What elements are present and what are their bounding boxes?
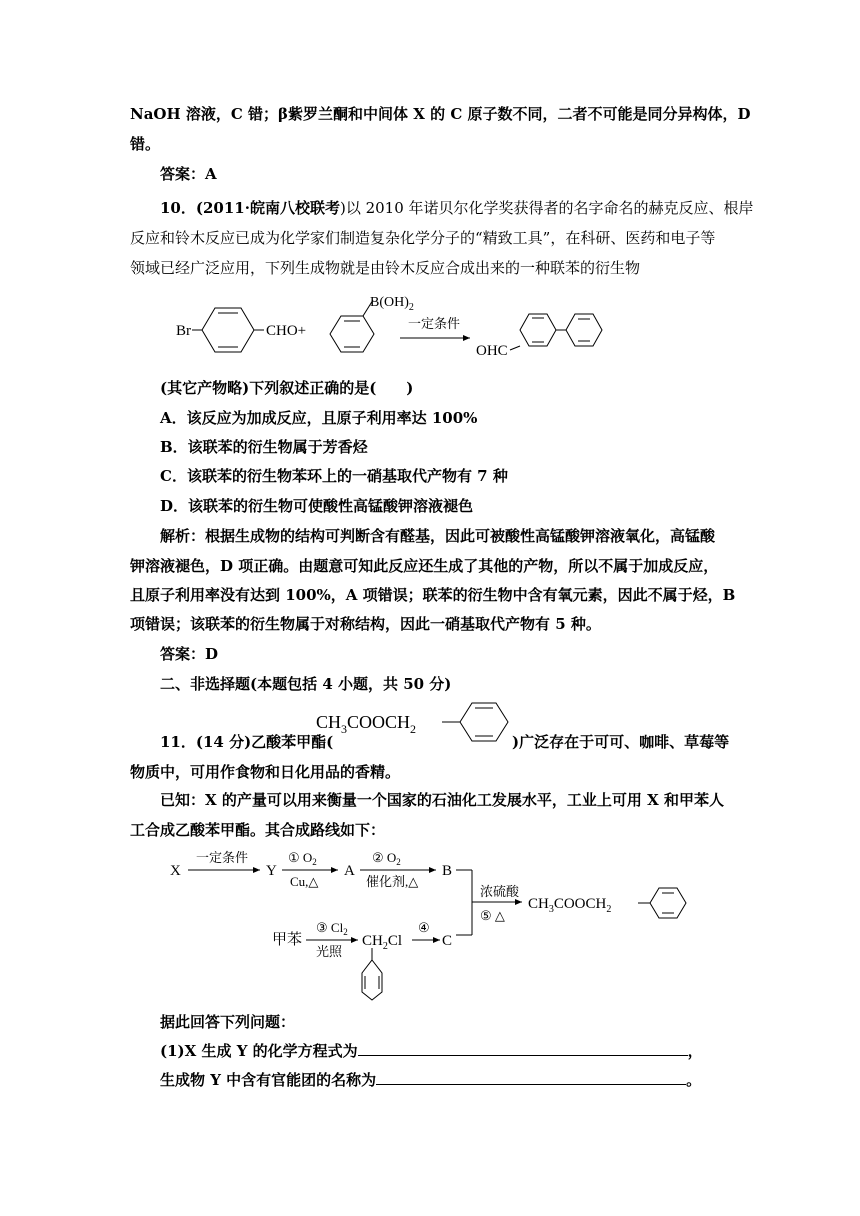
synthesis-route-scheme bbox=[160, 840, 700, 1010]
product-label: $CH_3COOCH_2$ bbox=[528, 896, 612, 915]
benzene-ring-icon bbox=[520, 314, 556, 346]
punctuation: ， bbox=[687, 1042, 703, 1060]
question-number: 10．(2011· bbox=[160, 199, 250, 217]
part-1-line bbox=[160, 1041, 703, 1061]
step3-label: ③ $Cl_2$ bbox=[316, 920, 348, 937]
question-11-stem-b: )广泛存在于可可、咖啡、草莓等 bbox=[512, 733, 730, 751]
question-10-stem bbox=[160, 198, 754, 218]
analysis-line: 解析：根据生成物的结构可判断含有醛基，因此可被酸性高锰酸钾溶液氧化，高锰酸 bbox=[160, 527, 716, 545]
section-heading: 二、非选择题(本题包括 4 小题，共 50 分) bbox=[160, 675, 452, 693]
text-line: 据此回答下列问题： bbox=[160, 1013, 296, 1031]
y-label: Y bbox=[266, 863, 277, 879]
part-2-prompt: 生成物 Y 中含有官能团的名称为 bbox=[160, 1071, 377, 1089]
question-note: (其它产物略)下列叙述正确的是( ) bbox=[160, 379, 414, 397]
part-1-prompt: (1)X 生成 Y 的化学方程式为 bbox=[160, 1042, 358, 1060]
benzene-ring-icon bbox=[460, 703, 508, 741]
step2-label: ② $O_2$ bbox=[372, 850, 401, 867]
step5-label: ⑤ △ bbox=[480, 908, 505, 923]
text-line: 物质中，可用作食物和日化用品的香精。 bbox=[130, 763, 401, 781]
option-c: C．该联苯的衍生物苯环上的一硝基取代产物有 7 种 bbox=[160, 467, 508, 485]
cho-label: CHO+ bbox=[266, 323, 307, 339]
acid-label: 浓硫酸 bbox=[480, 884, 520, 899]
text-line: 已知：X 的产量可以用来衡量一个国家的石油化工发展水平，工业上可用 X 和甲苯人 bbox=[160, 791, 724, 809]
option-d: D．该联苯的衍生物可使酸性高锰酸钾溶液褪色 bbox=[160, 497, 474, 515]
text-line: 领域已经广泛应用，下列生成物就是由铃木反应合成出来的一种联苯的衍生物 bbox=[130, 259, 641, 277]
a-label: A bbox=[344, 863, 355, 879]
option-a: A．该反应为加成反应，且原子利用率达 100% bbox=[160, 409, 478, 427]
punctuation: 。 bbox=[686, 1071, 702, 1089]
answer-blank[interactable] bbox=[358, 1041, 688, 1056]
analysis-line: 钾溶液褪色，D 项正确。由题意可知此反应还生成了其他的产物，所以不属于加成反应， bbox=[130, 557, 719, 575]
light-label: 光照 bbox=[316, 944, 343, 959]
condition-label: 一定条件 bbox=[408, 316, 461, 331]
source-label: 皖南八校联考 bbox=[249, 199, 340, 217]
text-line: NaOH 溶液，C 错；β紫罗兰酮和中间体 X 的 C 原子数不同，二者不可能是同分异构体，D bbox=[130, 105, 751, 123]
stem-text: )以 2010 年诺贝尔化学奖获得者的名字命名的赫克反应、根岸 bbox=[339, 199, 754, 217]
analysis-line: 项错误；该联苯的衍生物属于对称结构，因此一硝基取代产物有 5 种。 bbox=[130, 615, 601, 633]
benzene-ring-icon bbox=[202, 308, 254, 352]
toluene-label: 甲苯 bbox=[272, 932, 303, 948]
boh2-label: $B(OH)_2$ bbox=[370, 295, 414, 313]
cu-label: Cu,△ bbox=[290, 874, 319, 889]
analysis-line: 且原子利用率没有达到 100%，A 项错误；联苯的衍生物中含有氧元素，因此不属于烃，B bbox=[130, 586, 736, 604]
structure-label: $CH_3COOCH_2$ bbox=[316, 712, 417, 736]
b-label: B bbox=[442, 863, 453, 879]
benzyl-acetate-structure bbox=[310, 700, 520, 750]
x-label: X bbox=[170, 863, 181, 879]
c-label: C bbox=[442, 933, 453, 949]
step4-label: ④ bbox=[418, 920, 430, 935]
condition-label: 一定条件 bbox=[196, 850, 249, 865]
answer-blank[interactable] bbox=[376, 1070, 686, 1085]
step1-label: ① $O_2$ bbox=[288, 850, 317, 867]
text-line: 反应和铃木反应已成为化学家们制造复杂化学分子的“精致工具”，在科研、医药和电子等 bbox=[130, 229, 716, 247]
part-2-line bbox=[160, 1070, 701, 1090]
text-line: 工合成乙酸苯甲酯。其合成路线如下： bbox=[130, 821, 386, 839]
suzuki-reaction-scheme bbox=[160, 288, 630, 368]
option-b: B．该联苯的衍生物属于芳香烃 bbox=[160, 438, 368, 456]
answer-line: 答案：A bbox=[160, 165, 217, 183]
answer-line: 答案：D bbox=[160, 645, 219, 663]
ch2cl-label: $CH_2Cl$ bbox=[362, 933, 403, 952]
br-label: Br bbox=[176, 323, 191, 339]
question-11-stem-a: 11．(14 分)乙酸苯甲酯( bbox=[160, 733, 334, 751]
text-line: 错。 bbox=[130, 135, 161, 153]
ohc-label: OHC bbox=[476, 343, 508, 359]
catalyst-label: 催化剂,△ bbox=[366, 874, 419, 889]
